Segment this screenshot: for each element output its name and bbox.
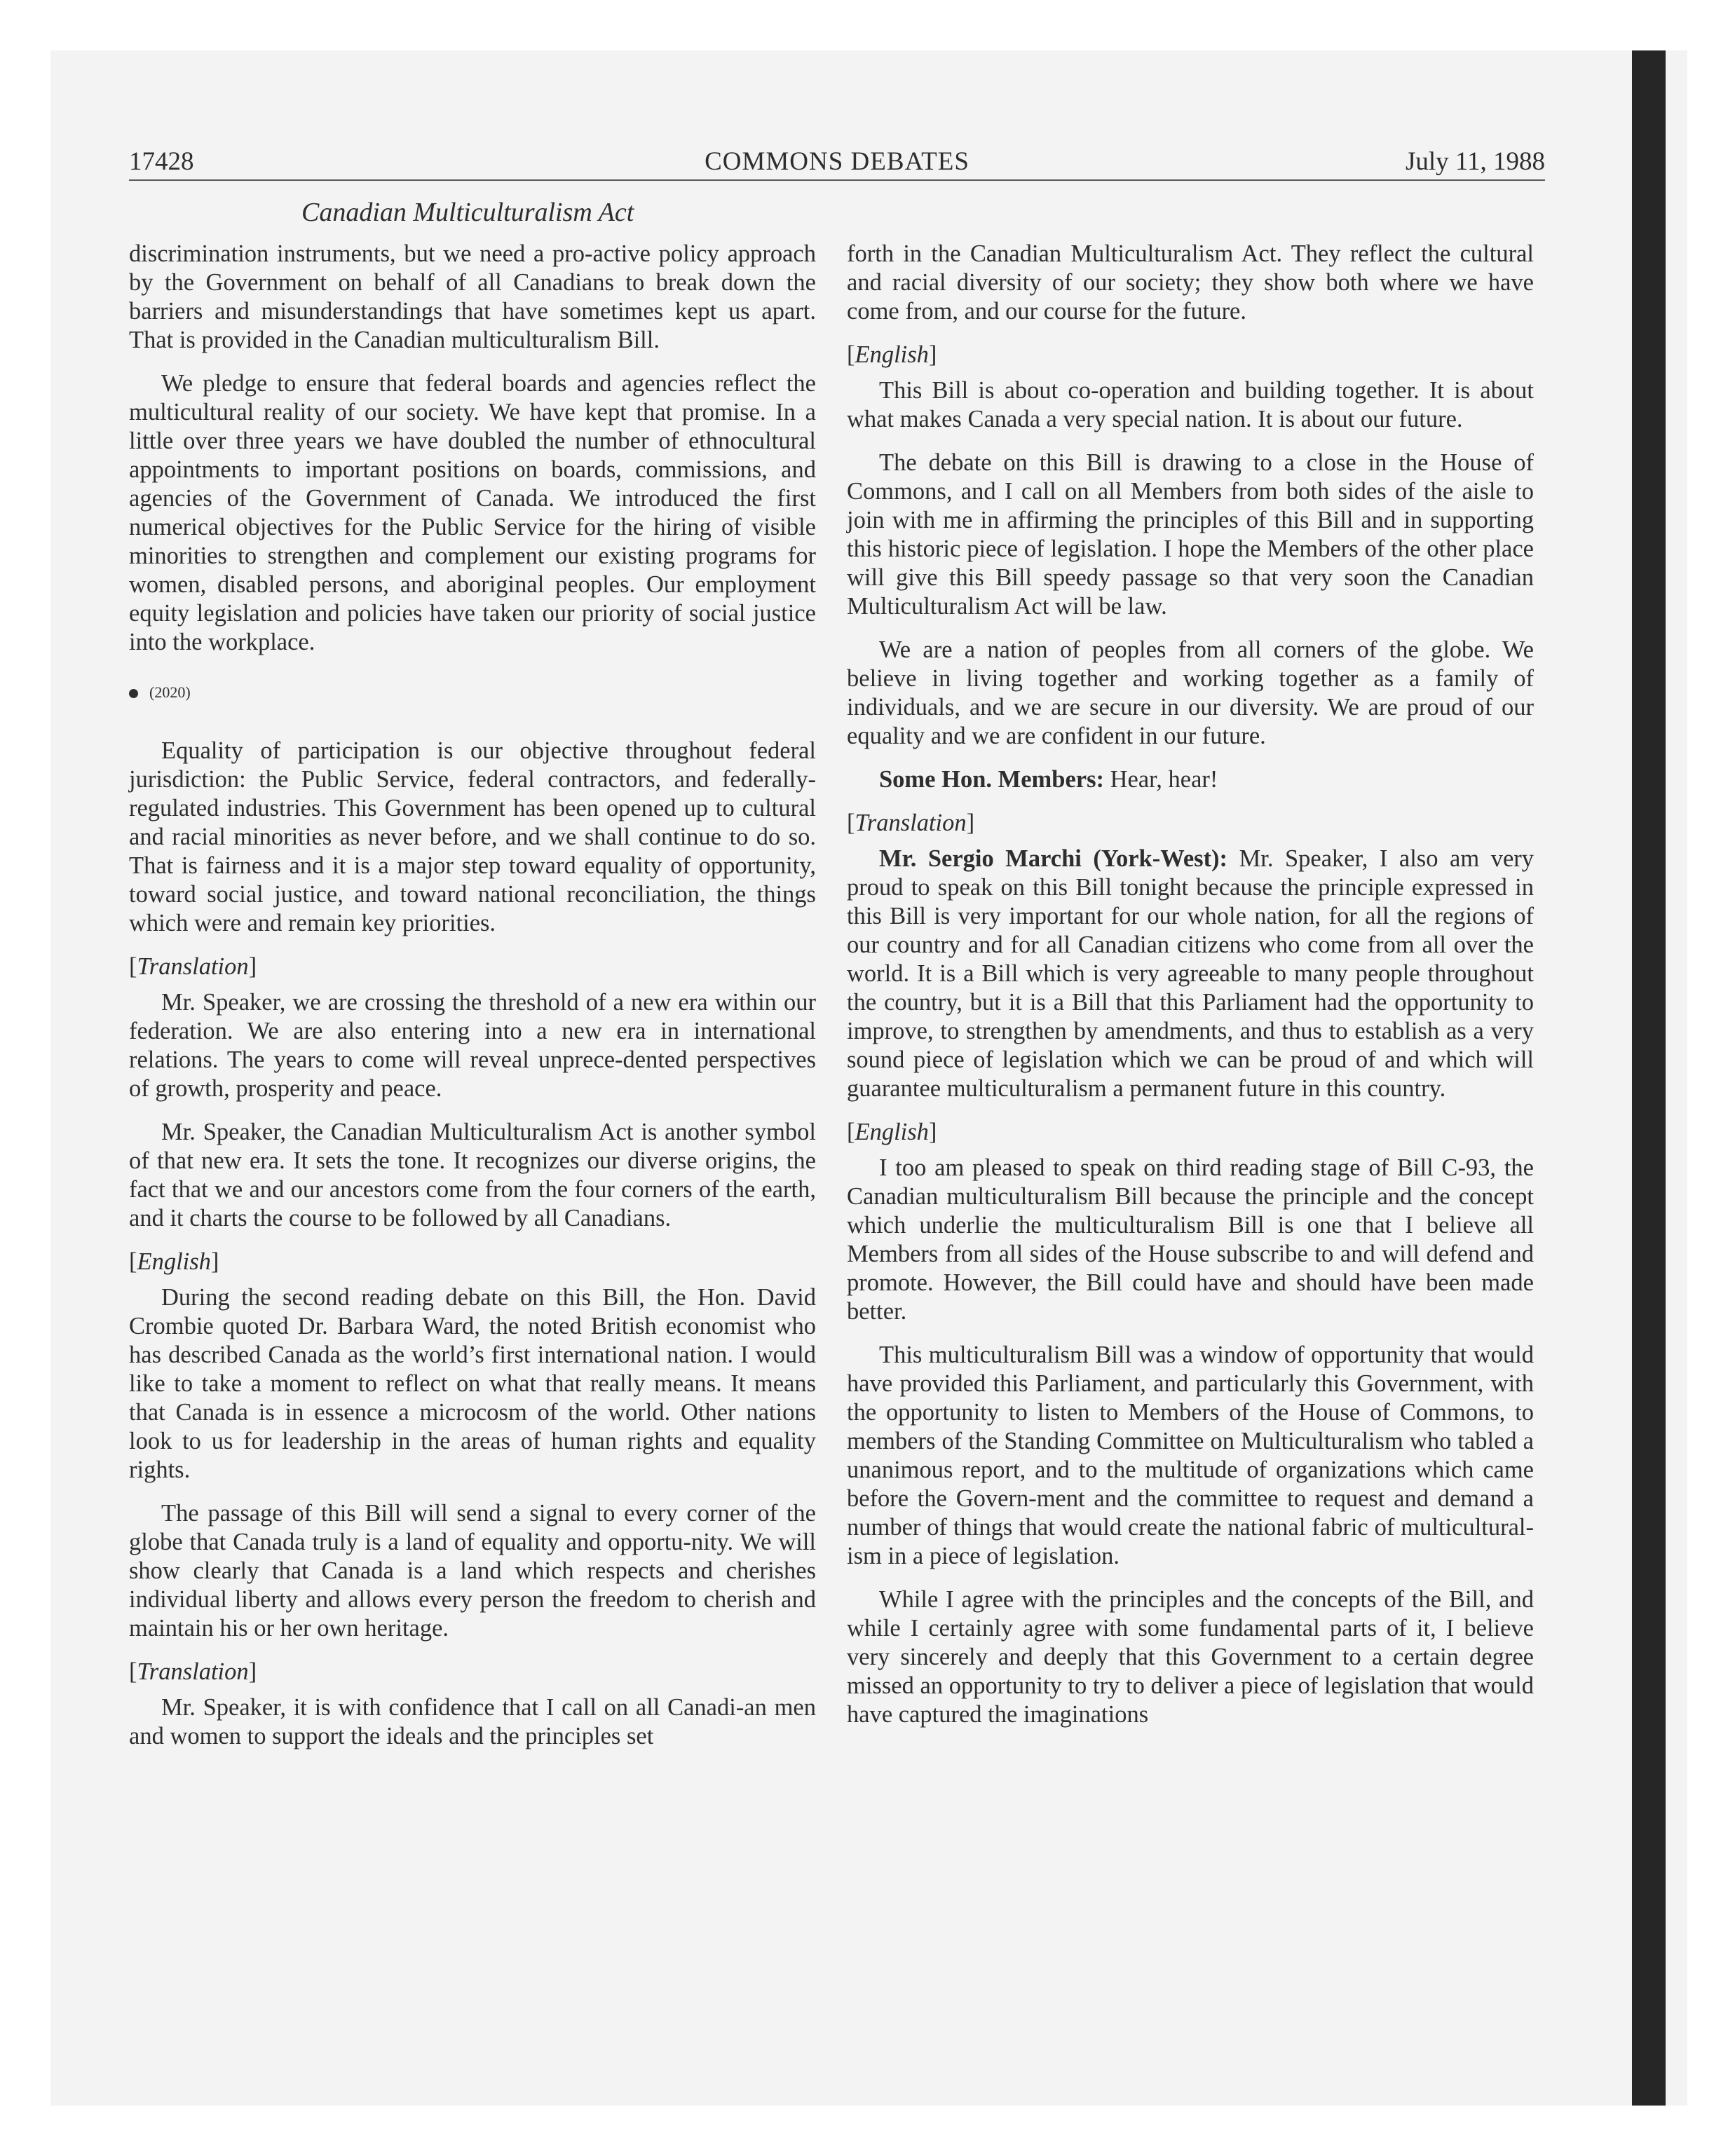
paragraph (847, 845, 1534, 1103)
paragraph: This multiculturalism Bill was a window of opportunity that would have provided this Parliament, and particularly this Government, with the opportunity to listen to Members of the House of Commons, to members of the Standing Committee on Multiculturalism who tabled a unanimous report, and to the multitude of organizations which came before the Govern-ment and the committee to request and demand a number of things that would create the national fabric of multicultural-ism in a piece of legislation. (847, 1342, 1534, 1569)
paragraph: The passage of this Bill will send a signal to every corner of the globe that Canada truly is a land of equality and opportu-nity. We will show clearly that Canada is a land which respects and cherishes individual liberty and allows every person the freedom to cherish and maintain his or her own heritage. (129, 1500, 816, 1642)
language-tag: [Translation] (129, 1658, 257, 1685)
paragraph: forth in the Canadian Multiculturalism Act. They reflect the cultural and racial diversity of our society; they show both where we have come from, and our course for the future. (847, 240, 1534, 325)
language-tag-label: English (855, 1119, 929, 1145)
running-subtitle: Canadian Multiculturalism Act (301, 198, 634, 227)
paragraph: The debate on this Bill is drawing to a close in the House of Commons, and I call on all Members from both sides of the aisle to join with me in affirming the principles of this Bill and in supporting this historic piece of legislation. I hope the Members of the other place will give this Bill speedy passage so that very soon the Canadian Multiculturalism Act will be law. (847, 449, 1534, 620)
speech-text: Hear, hear! (1110, 766, 1218, 793)
paragraph: We pledge to ensure that federal boards and agencies reflect the multicultural reality of our society. We have kept that promise. In a little over three years we have doubled the number of ethnocultural appointments to important positions on boards, commissions, and agencies of the Government of Canada. We introduced the first numerical objectives for the Public Service for the hiring of visible minorities to strengthen and complement our existing programs for women, disabled persons, and aboriginal peoples. Our employment equity legislation and policies have taken our priority of social justice into the workplace. (129, 370, 816, 655)
language-tag: [English] (129, 1248, 219, 1275)
language-tag-label: Translation (137, 953, 249, 980)
publication-date: July 11, 1988 (1405, 147, 1545, 176)
scan-binding-edge (1632, 50, 1666, 2106)
header-rule (129, 179, 1545, 181)
language-tag: [English] (847, 341, 937, 368)
paragraph: Mr. Speaker, the Canadian Multiculturalism Act is another symbol of that new era. It sets the tone. It recognizes our diverse origins, the fact that we and our ancestors come from the four corners of the earth, and it charts the course to be followed by all Canadians. (129, 1119, 816, 1231)
paragraph: This Bill is about co-operation and building together. It is about what makes Canada a very special nation. It is about our future. (847, 377, 1534, 432)
speaker-name: Some Hon. Members: (879, 766, 1104, 793)
time-marker (129, 682, 816, 703)
speech-text: Mr. Speaker, I also am very proud to speak on this Bill tonight because the principle expressed in this Bill is very important for our whole nation, for all the regions of our country and for all Canadian citizens who come from all over the world. It is a Bill which is very agreeable to many people throughout the country, but it is a Bill that this Parliament had the opportunity to improve, to strengthen by amendments, and thus to establish as a very sound piece of legislation which we can be proud of and which will guarantee multiculturalism a permanent future in this country. (847, 845, 1534, 1102)
language-tag: [Translation] (847, 810, 975, 836)
paragraph: Mr. Speaker, it is with confidence that I call on all Canadi-an men and women to support the ideals and the principles set (129, 1694, 816, 1749)
language-tag: [English] (847, 1119, 937, 1145)
page-header (129, 146, 1545, 178)
paragraph: Mr. Speaker, we are crossing the threshold of a new era within our federation. We are also entering into a new era in international relations. The years to come will reveal unprece-dented perspectives of growth, prosperity and peace. (129, 989, 816, 1102)
paragraph: While I agree with the principles and the concepts of the Bill, and while I certainly agree with some fundamental parts of it, I believe very sincerely and deeply that this Government to a certain degree missed an opportunity to try to deliver a piece of legislation that would have captured the imaginations (847, 1586, 1534, 1728)
language-tag-label: Translation (855, 810, 967, 836)
paragraph: discrimination instruments, but we need a pro-active policy approach by the Government on behalf of all Canadians to break down the barriers and misunderstandings that have sometimes kept us apart. That is provided in the Canadian multiculturalism Bill. (129, 240, 816, 353)
paragraph: Equality of participation is our objective throughout federal jurisdiction: the Public Service, federal contractors, and federally-regulated industries. This Government has been opened up to cultural and racial minorities as never before, and we shall continue to do so. That is fairness and it is a major step toward equality of opportunity, toward social justice, and toward national reconciliation, the things which were and remain key priorities. (129, 737, 816, 936)
bullet-icon (129, 689, 138, 698)
paragraph: We are a nation of peoples from all corners of the globe. We believe in living together and working together as a family of individuals, and we are secure in our diversity. We are proud of our equality and we are confident in our future. (847, 636, 1534, 749)
timestamp: (2020) (149, 683, 191, 701)
paragraph: I too am pleased to speak on third reading stage of Bill C-93, the Canadian multiculturalism Bill because the principle and the concept which underlie the multiculturalism Bill is one that I believe all Members from all sides of the House subscribe to and will defend and promote. However, the Bill could have and should have been made better. (847, 1154, 1534, 1325)
page-number: 17428 (129, 147, 194, 176)
speaker-name: Mr. Sergio Marchi (York-West): (879, 845, 1228, 872)
paragraph: During the second reading debate on this Bill, the Hon. David Crombie quoted Dr. Barbara Ward, the noted British economist who has described Canada as the world’s first international nation. I would like to take a moment to reflect on what that really means. It means that Canada is in essence a microcosm of the world. Other nations look to us for leadership in the areas of human rights and equality rights. (129, 1284, 816, 1483)
publication-title: COMMONS DEBATES (705, 147, 969, 176)
language-tag-label: Translation (137, 1658, 249, 1685)
language-tag-label: English (137, 1248, 211, 1275)
language-tag: [Translation] (129, 953, 257, 980)
right-column (847, 240, 1534, 1744)
language-tag-label: English (855, 341, 929, 368)
paragraph (847, 765, 1534, 794)
left-column (129, 240, 816, 1766)
